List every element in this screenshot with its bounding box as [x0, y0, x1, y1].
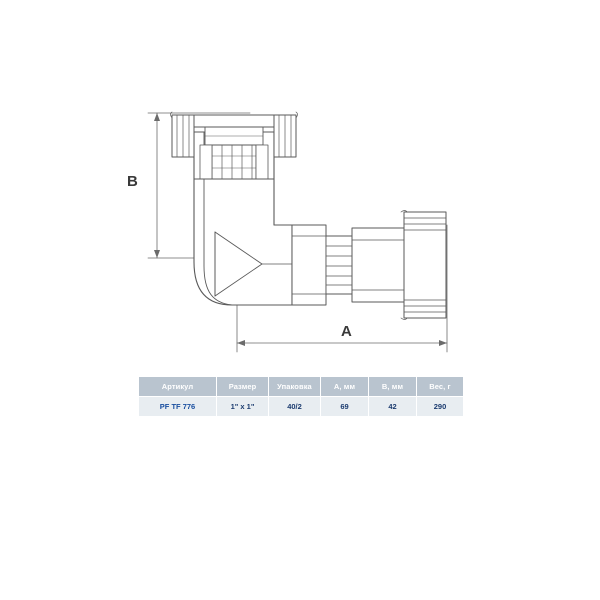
column-header-article: Артикул	[139, 377, 217, 397]
column-header-b: B, мм	[369, 377, 417, 397]
cell-article: PF TF 776	[139, 397, 217, 417]
dimension-label-b: B	[127, 173, 138, 190]
spec-table	[138, 376, 464, 417]
cell-b: 42	[369, 397, 417, 417]
cell-weight: 290	[417, 397, 464, 417]
column-header-size: Размер	[217, 377, 269, 397]
cell-pack: 40/2	[269, 397, 321, 417]
dimension-label-a: A	[341, 323, 352, 340]
cell-a: 69	[321, 397, 369, 417]
column-header-weight: Вес, г	[417, 377, 464, 397]
spec-table-wrapper	[138, 376, 463, 417]
column-header-pack: Упаковка	[269, 377, 321, 397]
table-header-row	[139, 377, 464, 397]
table-row	[139, 397, 464, 417]
column-header-a: A, мм	[321, 377, 369, 397]
cell-size: 1" x 1"	[217, 397, 269, 417]
